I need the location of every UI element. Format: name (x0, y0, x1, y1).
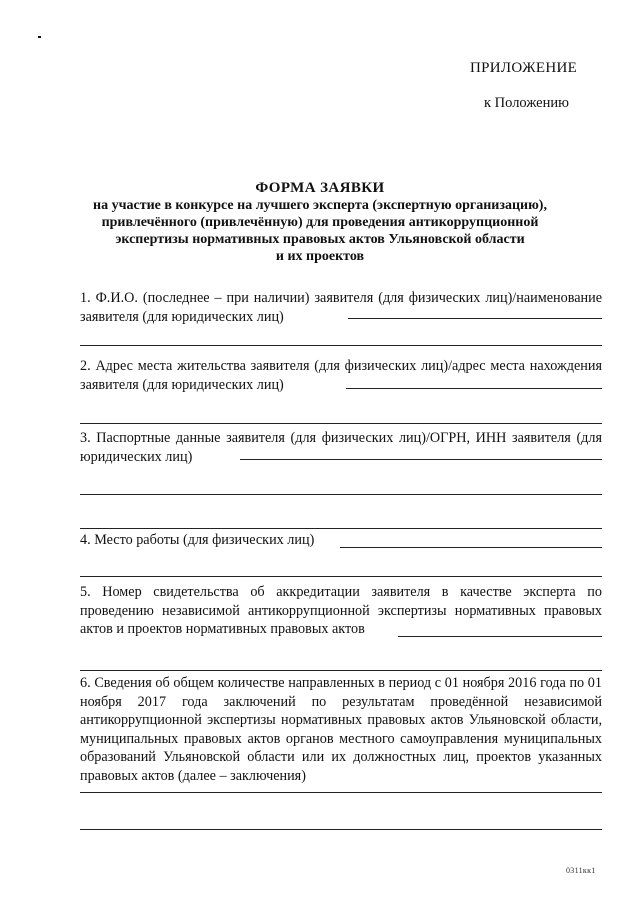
section-3-fill-line[interactable] (240, 459, 602, 460)
form-title-line-1: на участие в конкурсе на лучшего эксперта (экспертную организацию), (93, 198, 547, 213)
form-title-line-2: привлечённого (привлечённую) для проведения антикоррупционной (101, 215, 539, 230)
section-5-extra-line[interactable] (80, 670, 602, 671)
section-5-text: 5. Номер свидетельства об аккредитации заявителя в качестве эксперта по проведению независимой антикоррупционной экспертизы нормативных правовых актов и проектов нормативных правовых актов (80, 584, 602, 637)
section-1-extra-line[interactable] (80, 345, 602, 346)
regulation-reference: к Положению (484, 95, 569, 111)
section-3 (80, 429, 602, 466)
section-2-text: 2. Адрес места жительства заявителя (для физических лиц)/адрес места нахождения заявителя (для юридических лиц) (80, 358, 602, 393)
section-3-extra-line-1[interactable] (80, 494, 602, 495)
form-title-line-3: экспертизы нормативных правовых актов Ульяновской области (115, 232, 525, 247)
section-4-extra-line[interactable] (80, 576, 602, 577)
form-title-line-4: и их проектов (275, 249, 365, 264)
document-code: 0311кк1 (566, 866, 596, 875)
section-2-fill-line[interactable] (346, 388, 602, 389)
form-title (60, 180, 580, 265)
section-6 (80, 674, 602, 785)
section-4-text: 4. Место работы (для физических лиц) (80, 532, 315, 548)
section-1-fill-line[interactable] (348, 318, 602, 319)
scan-speck (38, 36, 41, 38)
section-5 (80, 583, 602, 639)
appendix-label: ПРИЛОЖЕНИЕ (470, 60, 578, 76)
form-title-main: ФОРМА ЗАЯВКИ (255, 180, 385, 196)
section-1 (80, 289, 602, 326)
section-3-text: 3. Паспортные данные заявителя (для физических лиц)/ОГРН, ИНН заявителя (для юридических лиц) (80, 430, 602, 465)
section-6-text: 6. Сведения об общем количестве направленных в период с 01 ноября 2016 года по 01 ноября 2017 года заключений по результатам проведённой независимой антикоррупционной экспертизы нормативных правовых актов Ульяновской области, муниципальных правовых актов органов местного самоуправления муниципальных образований Ульяновской области или их должностных лиц, проектов указанных правовых актов (далее – заключения) (80, 675, 602, 784)
section-4-fill-line[interactable] (340, 547, 602, 548)
section-6-line-1[interactable] (80, 792, 602, 793)
section-1-text: 1. Ф.И.О. (последнее – при наличии) заявителя (для физических лиц)/наименование заявителя (для юридических лиц) (80, 290, 602, 325)
section-2-extra-line[interactable] (80, 423, 602, 424)
section-3-extra-line-2[interactable] (80, 528, 602, 529)
section-5-fill-line[interactable] (398, 636, 602, 637)
section-6-line-2[interactable] (80, 829, 602, 830)
